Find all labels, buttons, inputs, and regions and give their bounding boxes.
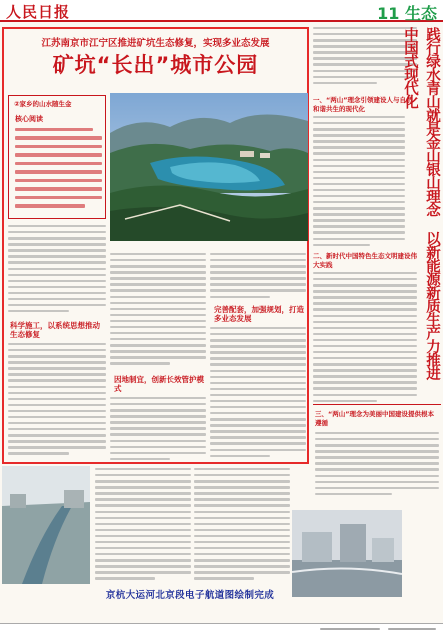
lower-photo-illustration — [292, 510, 402, 597]
commentary-text-1 — [313, 116, 405, 250]
canal-photo[interactable] — [2, 466, 90, 584]
column-2-text — [110, 253, 206, 368]
column-1-text — [8, 225, 106, 316]
lower-photo-caption — [292, 598, 402, 602]
masthead — [0, 0, 443, 22]
lower-text-col-2 — [194, 468, 290, 583]
main-article[interactable] — [2, 27, 309, 464]
subhead-1: 科学施工，以系统思想推动生态修复 — [10, 321, 100, 339]
subhead-3: 因地制宜，创新长效管护模式 — [114, 375, 204, 393]
section-divider — [313, 404, 441, 405]
sidebar-title: ②家乡的山水随生金 — [14, 100, 72, 108]
article-headline: 矿坑“长出”城市公园 — [52, 53, 259, 77]
bottom-headline: 京杭大运河北京段电子航道图绘制完成 — [105, 590, 275, 601]
park-photo-illustration — [110, 93, 308, 241]
column-3-text — [210, 253, 306, 302]
commentary-text-3 — [315, 432, 439, 499]
column-1-text-2 — [8, 343, 106, 458]
canal-photo-illustration — [2, 466, 90, 584]
article-kicker: 江苏南京市江宁区推进矿坑生态修复，实现多业态发展 — [41, 38, 270, 49]
sidebar-text — [15, 128, 102, 213]
photo-caption — [110, 243, 308, 249]
commentary-subhead-2: 二、新时代中国特色生态文明建设伟大实践 — [313, 252, 417, 269]
commentary-subhead-3: 三、“两山”理念为美丽中国建设提供根本遵循 — [315, 410, 435, 427]
subhead-2: 完善配套，加强规划，打造多业态发展 — [214, 305, 304, 323]
column-2-text-2 — [110, 397, 206, 464]
page-label: 11 生态 — [377, 4, 437, 23]
commentary-subhead-1: 一、“两山”理念引领建设人与自然和谐共生的现代化 — [313, 96, 413, 113]
page-footer — [0, 623, 443, 635]
column-3-text-2 — [210, 327, 306, 461]
park-aerial-photo[interactable] — [110, 93, 308, 241]
newspaper-logo: 人民日报 — [6, 3, 71, 21]
commentary-vertical-title: 践行绿水青山就是金山银山理念 以新能源新质生产力推进中国式现代化 — [402, 27, 440, 380]
lower-right-photo[interactable] — [292, 510, 402, 597]
commentary-text-2 — [313, 272, 417, 406]
lower-text-col-1 — [95, 468, 191, 583]
sidebar-subtitle: 核心阅读 — [15, 115, 43, 123]
sidebar-box — [8, 95, 106, 219]
